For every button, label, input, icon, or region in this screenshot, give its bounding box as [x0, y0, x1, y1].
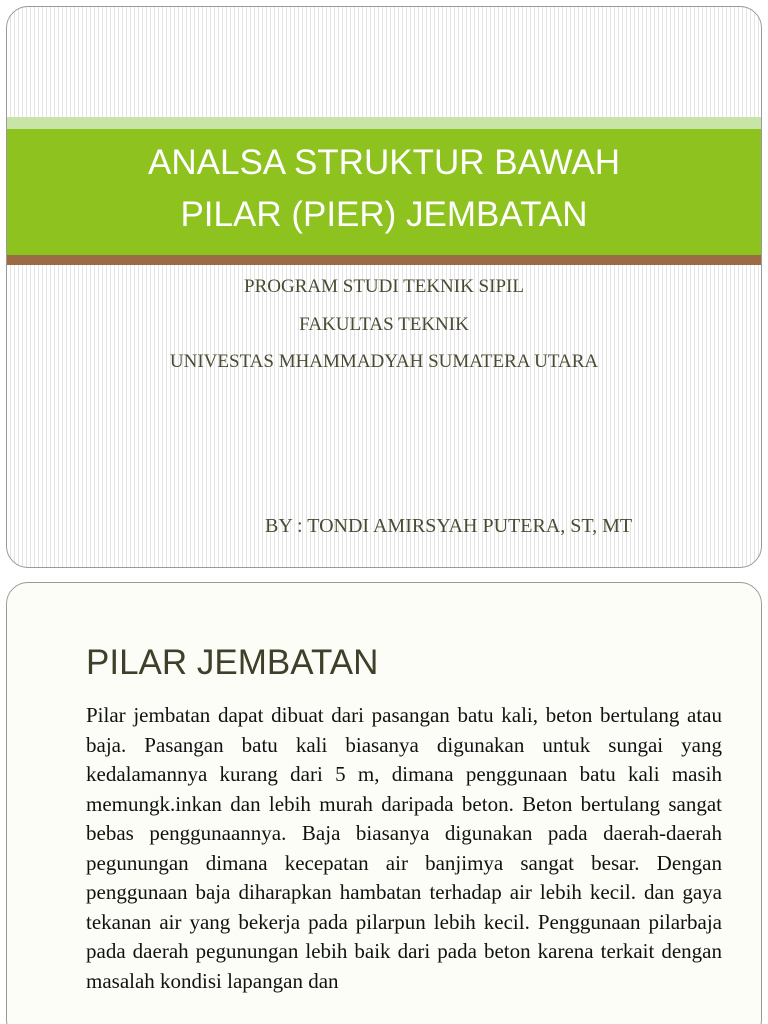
light-green-stripe [7, 117, 761, 129]
subtitle-university: UNIVESTAS MHAMMADYAH SUMATERA UTARA [169, 351, 599, 372]
slide-title-line-1: ANALSA STRUKTUR BAWAH [148, 143, 620, 182]
author-line: BY : TONDI AMIRSYAH PUTERA, ST, MT [265, 515, 633, 537]
subtitle-faculty: FAKULTAS TEKNIK [299, 314, 469, 335]
title-slide [6, 6, 762, 568]
subtitle-program: PROGRAM STUDI TEKNIK SIPIL [244, 276, 524, 297]
title-band [7, 129, 761, 255]
body-paragraph: Pilar jembatan dapat dibuat dari pasangan batu kali, beton bertulang atau baja. Pasangan batu kali biasanya digunakan untuk sungai yang kedalamannya kurang dari 5 m, dimana penggunaan batu kali masih memungk.inkan dan lebih murah daripada beton. Beton bertulang sangat bebas penggunaannya. Baja biasanya digunakan pada daerah-daerah pegunungan dimana kecepatan air banjimya sangat besar. Dengan penggunaan baja diharapkan hambatan terhadap air lebih kecil. dan gaya tekanan air yang bekerja pada pilarpun lebih kecil. Penggunaan pilarbaja pada daerah pegunungan lebih baik dari pada beton karena terkait dengan masalah kondisi lapangan dan [86, 703, 722, 993]
slide-title-line-2: PILAR (PIER) JEMBATAN [180, 195, 588, 234]
slide-heading: PILAR JEMBATAN [86, 643, 379, 682]
content-slide [6, 582, 762, 1024]
brown-stripe [7, 255, 761, 265]
